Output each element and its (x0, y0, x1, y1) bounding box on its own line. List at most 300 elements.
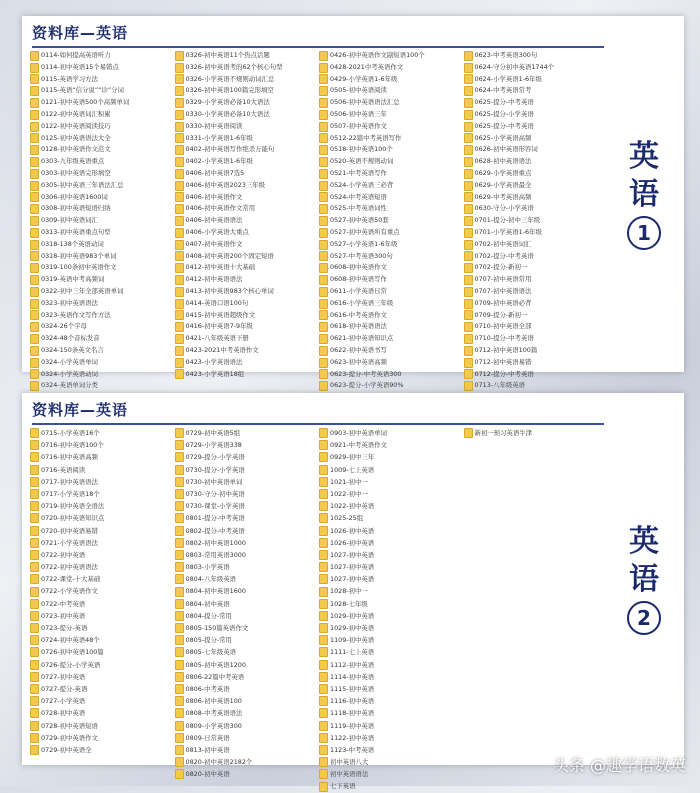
file-item[interactable] (319, 561, 458, 573)
file-item[interactable] (464, 333, 603, 345)
file-label: 0412-初中英语语法 (185, 275, 243, 284)
file-item[interactable] (175, 310, 314, 322)
file-item[interactable] (175, 585, 314, 597)
file-item[interactable] (175, 62, 314, 74)
file-item[interactable] (30, 439, 169, 451)
folder-icon (464, 299, 473, 309)
file-label: 0524-中考英语短语 (330, 192, 387, 201)
file-label: 0421-八年级英语下册 (185, 334, 249, 343)
file-item[interactable] (30, 333, 169, 345)
file-item[interactable] (319, 732, 458, 744)
file-item[interactable] (175, 561, 314, 573)
file-item[interactable] (175, 512, 314, 524)
file-item[interactable] (30, 500, 169, 512)
folder-icon (30, 181, 39, 191)
file-label: 0625-提分-小学英语 (474, 109, 534, 118)
file-item[interactable] (30, 156, 169, 168)
file-item[interactable] (175, 622, 314, 634)
file-label: 0402-小学英语1-6年级 (185, 157, 253, 166)
file-label: 0809-日常英语 (185, 733, 230, 742)
file-item[interactable] (175, 707, 314, 719)
file-item[interactable] (464, 156, 603, 168)
file-item[interactable] (175, 85, 314, 97)
file-item[interactable] (30, 659, 169, 671)
folder-icon (319, 310, 328, 320)
file-item[interactable] (30, 488, 169, 500)
folder-icon (30, 513, 39, 523)
file-item[interactable] (30, 215, 169, 227)
folder-icon (30, 358, 39, 368)
file-item[interactable] (464, 203, 603, 215)
file-item[interactable] (319, 156, 458, 168)
file-item[interactable] (175, 262, 314, 274)
file-label: 0809-小学英语300 (185, 721, 242, 730)
file-label: 0806-22篇中考英语 (185, 672, 245, 681)
folder-icon (30, 346, 39, 356)
file-item[interactable] (175, 646, 314, 658)
file-item[interactable] (175, 156, 314, 168)
file-label: 0407-初中英语作文 (185, 239, 243, 248)
file-item[interactable] (319, 133, 458, 145)
file-item[interactable] (175, 427, 314, 439)
file-item[interactable] (319, 439, 458, 451)
file-item[interactable] (175, 345, 314, 357)
file-item[interactable] (175, 180, 314, 192)
folder-icon (30, 322, 39, 332)
file-item[interactable] (319, 109, 458, 121)
file-item[interactable] (319, 720, 458, 732)
side-char-1: 英 (629, 524, 659, 559)
file-item[interactable] (319, 251, 458, 263)
file-item[interactable] (464, 357, 603, 369)
folder-icon (319, 240, 328, 250)
file-item[interactable] (319, 659, 458, 671)
folder-icon (30, 334, 39, 344)
file-item[interactable] (319, 286, 458, 298)
file-label: 0730-提分-小学英语 (185, 465, 245, 474)
file-label: 0729-初中英语5组 (185, 429, 241, 437)
file-item[interactable] (319, 707, 458, 719)
file-item[interactable] (175, 768, 314, 780)
file-item[interactable] (30, 345, 169, 357)
file-item[interactable] (175, 720, 314, 732)
file-item[interactable] (175, 634, 314, 646)
file-item[interactable] (319, 357, 458, 369)
file-item[interactable] (175, 97, 314, 109)
file-item[interactable] (464, 251, 603, 263)
file-item[interactable] (175, 573, 314, 585)
file-item[interactable] (30, 251, 169, 263)
file-item[interactable] (319, 683, 458, 695)
folder-icon (175, 122, 184, 132)
file-item[interactable] (464, 215, 603, 227)
file-item[interactable] (464, 427, 603, 439)
file-label: 0423-小学英语语法 (185, 357, 243, 366)
file-item[interactable] (30, 97, 169, 109)
file-item[interactable] (30, 298, 169, 310)
file-item[interactable] (319, 585, 458, 597)
file-item[interactable] (319, 744, 458, 756)
file-item[interactable] (175, 286, 314, 298)
file-item[interactable] (319, 168, 458, 180)
folder-icon (464, 346, 473, 356)
file-item[interactable] (175, 168, 314, 180)
file-label: 0722-初中英语 (41, 550, 86, 559)
file-item[interactable] (464, 97, 603, 109)
file-item[interactable] (319, 464, 458, 476)
file-label: 0804-八年级英语 (185, 575, 237, 584)
file-item[interactable] (464, 109, 603, 121)
side-number-badge: 2 (627, 601, 661, 635)
folder-icon (175, 51, 184, 61)
folder-icon (175, 660, 184, 670)
folder-icon (175, 526, 184, 536)
file-item[interactable] (319, 203, 458, 215)
file-item[interactable] (175, 74, 314, 86)
file-item[interactable] (319, 74, 458, 86)
file-item[interactable] (175, 144, 314, 156)
file-item[interactable] (30, 476, 169, 488)
file-item[interactable] (319, 451, 458, 463)
file-item[interactable] (319, 274, 458, 286)
folder-icon (175, 611, 184, 621)
folder-icon (30, 228, 39, 238)
file-item[interactable] (175, 476, 314, 488)
file-item[interactable] (319, 573, 458, 585)
file-item[interactable] (319, 345, 458, 357)
file-item[interactable] (30, 62, 169, 74)
file-item[interactable] (30, 585, 169, 597)
file-item[interactable] (319, 121, 458, 133)
file-item[interactable] (175, 251, 314, 263)
file-item[interactable] (464, 74, 603, 86)
file-item[interactable] (319, 598, 458, 610)
file-item[interactable] (319, 671, 458, 683)
file-item[interactable] (175, 227, 314, 239)
file-item[interactable] (464, 227, 603, 239)
file-item[interactable] (464, 62, 603, 74)
file-label: 0716-初中英语100个 (41, 441, 104, 450)
file-item[interactable] (175, 537, 314, 549)
folder-icon (319, 51, 328, 61)
file-item[interactable] (30, 525, 169, 537)
file-item[interactable] (30, 671, 169, 683)
file-item[interactable] (319, 97, 458, 109)
file-item[interactable] (30, 321, 169, 333)
file-label: 0801-提分-中考英语 (185, 514, 245, 523)
side-char-2: 语 (629, 562, 659, 597)
file-label: 0122-初中英语阅读技巧 (41, 121, 111, 130)
folder-icon (175, 346, 184, 356)
file-item[interactable] (464, 298, 603, 310)
file-item[interactable] (319, 476, 458, 488)
file-item[interactable] (30, 74, 169, 86)
file-label: 1021-初中一 (330, 477, 368, 486)
file-item[interactable] (464, 192, 603, 204)
file-item[interactable] (319, 369, 458, 381)
file-item[interactable] (464, 321, 603, 333)
file-label: 0623-提分-中考英语300 (330, 369, 402, 378)
file-item[interactable] (175, 488, 314, 500)
file-item[interactable] (30, 85, 169, 97)
file-item[interactable] (319, 215, 458, 227)
file-item[interactable] (319, 756, 458, 768)
folder-icon (175, 63, 184, 73)
file-item[interactable] (175, 298, 314, 310)
file-item[interactable] (30, 634, 169, 646)
file-item[interactable] (464, 133, 603, 145)
folder-icon (319, 465, 328, 475)
file-item[interactable] (30, 192, 169, 204)
file-label: 0712-初中英语100篇 (474, 345, 538, 354)
file-item[interactable] (319, 180, 458, 192)
file-item[interactable] (175, 133, 314, 145)
file-item[interactable] (319, 610, 458, 622)
file-label: 0722-课堂-十大基础 (41, 575, 101, 584)
folder-icon (30, 562, 39, 572)
folder-icon (30, 587, 39, 597)
folder-icon (30, 647, 39, 657)
file-item[interactable] (319, 192, 458, 204)
file-item[interactable] (30, 451, 169, 463)
file-item[interactable] (319, 144, 458, 156)
folder-icon (175, 635, 184, 645)
file-item[interactable] (319, 85, 458, 97)
file-item[interactable] (464, 180, 603, 192)
file-item[interactable] (30, 537, 169, 549)
file-item[interactable] (30, 720, 169, 732)
file-label: 0121-初中英语500个高频单词 (41, 98, 130, 107)
file-label: 1026-初中英语 (330, 538, 375, 547)
file-item[interactable] (175, 333, 314, 345)
file-item[interactable] (319, 262, 458, 274)
file-label: 0406-初中英语语法 (185, 216, 243, 225)
file-item[interactable] (30, 262, 169, 274)
file-item[interactable] (464, 144, 603, 156)
file-item[interactable] (319, 537, 458, 549)
folder-icon (30, 452, 39, 462)
file-item[interactable] (319, 549, 458, 561)
folder-icon (464, 310, 473, 320)
file-item[interactable] (30, 227, 169, 239)
folder-icon (30, 98, 39, 108)
file-item[interactable] (175, 239, 314, 251)
folder-icon (175, 769, 184, 779)
file-item[interactable] (319, 321, 458, 333)
file-item[interactable] (319, 310, 458, 322)
file-item[interactable] (175, 274, 314, 286)
file-item[interactable] (30, 427, 169, 439)
file-item[interactable] (30, 133, 169, 145)
file-item[interactable] (30, 180, 169, 192)
folder-icon (319, 428, 328, 438)
file-item[interactable] (30, 50, 169, 62)
file-item[interactable] (175, 610, 314, 622)
file-label: 0820-初中英语2182个 (185, 758, 253, 767)
file-item[interactable] (464, 369, 603, 381)
folder-icon (464, 381, 473, 391)
file-item[interactable] (175, 369, 314, 381)
file-item[interactable] (319, 427, 458, 439)
folder-icon (319, 611, 328, 621)
file-label: 0623-提分-小学英语90% (330, 381, 404, 390)
file-item[interactable] (30, 695, 169, 707)
file-item[interactable] (464, 239, 603, 251)
file-item[interactable] (319, 227, 458, 239)
file-item[interactable] (319, 62, 458, 74)
file-item[interactable] (175, 439, 314, 451)
file-item[interactable] (319, 333, 458, 345)
file-item[interactable] (319, 634, 458, 646)
file-item[interactable] (30, 683, 169, 695)
folder-icon (30, 133, 39, 143)
file-label: 0309-初中英语词汇 (41, 216, 98, 225)
folder-icon (319, 757, 328, 767)
file-item[interactable] (30, 573, 169, 585)
folder-icon (30, 611, 39, 621)
file-item[interactable] (175, 451, 314, 463)
file-item[interactable] (30, 109, 169, 121)
file-item[interactable] (175, 695, 314, 707)
file-item[interactable] (175, 50, 314, 62)
file-item[interactable] (175, 683, 314, 695)
file-item[interactable] (175, 732, 314, 744)
file-item[interactable] (319, 298, 458, 310)
file-label: 0323-初中英语语法 (41, 298, 98, 307)
file-item[interactable] (175, 109, 314, 121)
file-item[interactable] (30, 707, 169, 719)
file-item[interactable] (464, 85, 603, 97)
file-item[interactable] (175, 598, 314, 610)
file-item[interactable] (30, 203, 169, 215)
file-item[interactable] (319, 525, 458, 537)
file-item[interactable] (30, 274, 169, 286)
file-item[interactable] (175, 464, 314, 476)
folder-icon (175, 322, 184, 332)
folder-icon (175, 251, 184, 261)
file-item[interactable] (30, 144, 169, 156)
file-item[interactable] (319, 780, 458, 792)
file-label: 0324-小学英语单词 (41, 357, 98, 366)
file-label: 0727-小学英语 (41, 697, 86, 706)
file-item[interactable] (319, 646, 458, 658)
file-label: 0429-小学英语1-6年级 (330, 74, 398, 83)
file-item[interactable] (30, 369, 169, 381)
file-item[interactable] (30, 549, 169, 561)
file-label: 0505-初中英语阅读 (330, 86, 387, 95)
file-label: 0721-小学英语语法 (41, 538, 98, 547)
folder-icon (30, 86, 39, 96)
file-item[interactable] (319, 50, 458, 62)
file-item[interactable] (30, 357, 169, 369)
file-item[interactable] (464, 310, 603, 322)
file-label: 0702-初中英语词汇 (474, 239, 532, 248)
file-label: 0527-初中英语50套 (330, 216, 389, 225)
file-item[interactable] (175, 659, 314, 671)
file-item[interactable] (30, 622, 169, 634)
file-column (319, 50, 458, 390)
file-item[interactable] (175, 744, 314, 756)
file-item[interactable] (464, 121, 603, 133)
folder-icon (319, 672, 328, 682)
file-label: 0616-中考英语作文 (330, 310, 387, 319)
folder-icon (175, 169, 184, 179)
file-item[interactable] (319, 500, 458, 512)
file-item[interactable] (30, 310, 169, 322)
file-item[interactable] (175, 192, 314, 204)
file-item[interactable] (464, 380, 603, 392)
folder-icon (319, 381, 328, 391)
file-item[interactable] (30, 286, 169, 298)
file-label: 0717-小学英语18个 (41, 489, 100, 498)
file-label: 0323-英语作文写作方法 (41, 310, 111, 319)
file-item[interactable] (319, 512, 458, 524)
file-item[interactable] (175, 756, 314, 768)
file-item[interactable] (30, 239, 169, 251)
file-label: 0723-提分-英语 (41, 624, 88, 632)
file-item[interactable] (175, 321, 314, 333)
file-item[interactable] (464, 345, 603, 357)
folder-icon (319, 228, 328, 238)
file-item[interactable] (319, 695, 458, 707)
file-item[interactable] (319, 239, 458, 251)
file-item[interactable] (30, 744, 169, 756)
folder-icon (175, 684, 184, 694)
folder-icon (30, 251, 39, 261)
file-item[interactable] (464, 50, 603, 62)
file-item[interactable] (30, 512, 169, 524)
file-item[interactable] (464, 262, 603, 274)
folder-icon (319, 133, 328, 143)
file-label: 0804-提分-常用 (185, 611, 232, 620)
folder-icon (319, 574, 328, 584)
file-item[interactable] (30, 646, 169, 658)
file-item[interactable] (175, 203, 314, 215)
file-item[interactable] (175, 525, 314, 537)
file-item[interactable] (319, 488, 458, 500)
file-item[interactable] (30, 610, 169, 622)
file-item[interactable] (30, 464, 169, 476)
file-item[interactable] (464, 286, 603, 298)
file-item[interactable] (175, 215, 314, 227)
folder-icon (464, 428, 473, 438)
file-item[interactable] (175, 549, 314, 561)
file-item[interactable] (175, 121, 314, 133)
folder-icon (319, 684, 328, 694)
file-item[interactable] (319, 380, 458, 392)
file-item[interactable] (464, 274, 603, 286)
file-label: 0707-初中英语常用 (474, 275, 532, 284)
folder-icon (319, 251, 328, 261)
file-item[interactable] (30, 380, 169, 392)
file-item[interactable] (464, 168, 603, 180)
file-label: 1115-初中英语 (330, 684, 375, 693)
folder-icon (319, 122, 328, 132)
file-item[interactable] (319, 768, 458, 780)
file-item[interactable] (30, 121, 169, 133)
file-label: 0406-初中英语2023三年级 (185, 180, 266, 189)
file-item[interactable] (30, 561, 169, 573)
file-item[interactable] (319, 622, 458, 634)
file-item[interactable] (30, 732, 169, 744)
file-item[interactable] (30, 598, 169, 610)
folder-icon (30, 157, 39, 167)
folder-icon (30, 733, 39, 743)
file-item[interactable] (175, 500, 314, 512)
file-item[interactable] (30, 168, 169, 180)
file-item[interactable] (175, 357, 314, 369)
file-item[interactable] (175, 671, 314, 683)
